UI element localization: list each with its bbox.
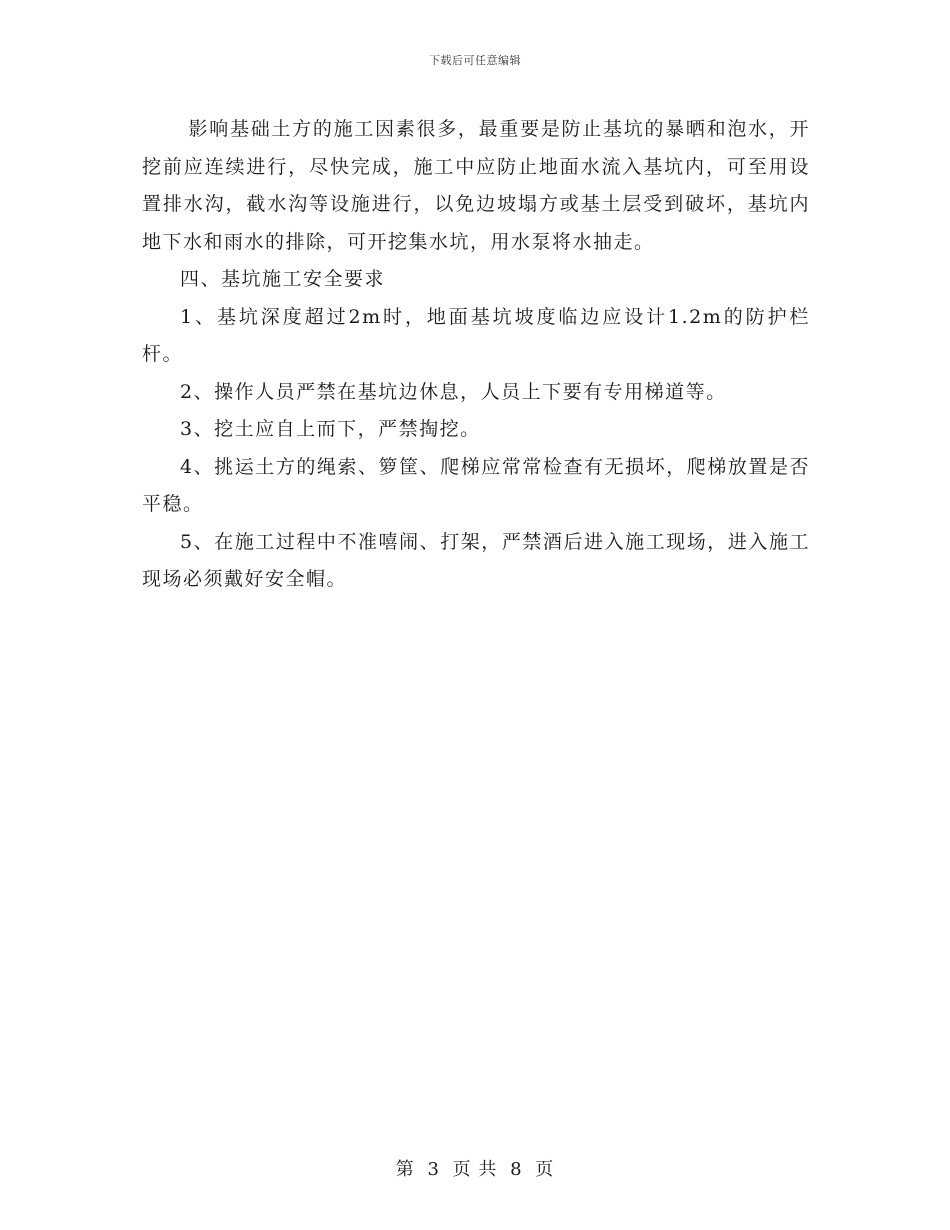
paragraph-earthwork-factors: 影响基础土方的施工因素很多，最重要是防止基坑的暴晒和泡水，开挖前应连续进行，尽快完成，施工中应防止地面水流入基坑内，可至用设置排水沟，截水沟等设施进行，以免边坡塌方或基土层受到破坏，基坑内地下水和雨水的排除，可开挖集水坑，用水泵将水抽走。 [142, 118, 810, 253]
section-heading-safety-requirements: 四、基坑施工安全要求 [180, 268, 386, 290]
list-item-guardrail: 1、基坑深度超过2m时，地面基坑坡度临边应设计1.2m的防护栏杆。 [142, 305, 810, 365]
current-page-number: 3 [427, 1159, 440, 1180]
list-item-no-resting: 2、操作人员严禁在基坑边休息，人员上下要有专用梯道等。 [180, 380, 727, 403]
page-number-footer [0, 1155, 950, 1181]
page-header-note: 下载后可任意编辑 [429, 54, 521, 67]
document-body [142, 111, 810, 599]
footer-prefix: 第 [395, 1159, 415, 1180]
list-item-site-conduct: 5、在施工过程中不准嘻闹、打架，严禁酒后进入施工现场，进入施工现场必须戴好安全帽。 [142, 530, 810, 590]
footer-suffix: 页 [535, 1159, 555, 1180]
list-item-equipment-check: 4、挑运土方的绳索、箩筐、爬梯应常常检查有无损坏，爬梯放置是否平稳。 [142, 455, 810, 515]
list-item-top-down-digging: 3、挖土应自上而下，严禁掏挖。 [180, 418, 481, 440]
total-pages-number: 8 [510, 1159, 523, 1180]
footer-middle: 页 共 [452, 1159, 498, 1180]
